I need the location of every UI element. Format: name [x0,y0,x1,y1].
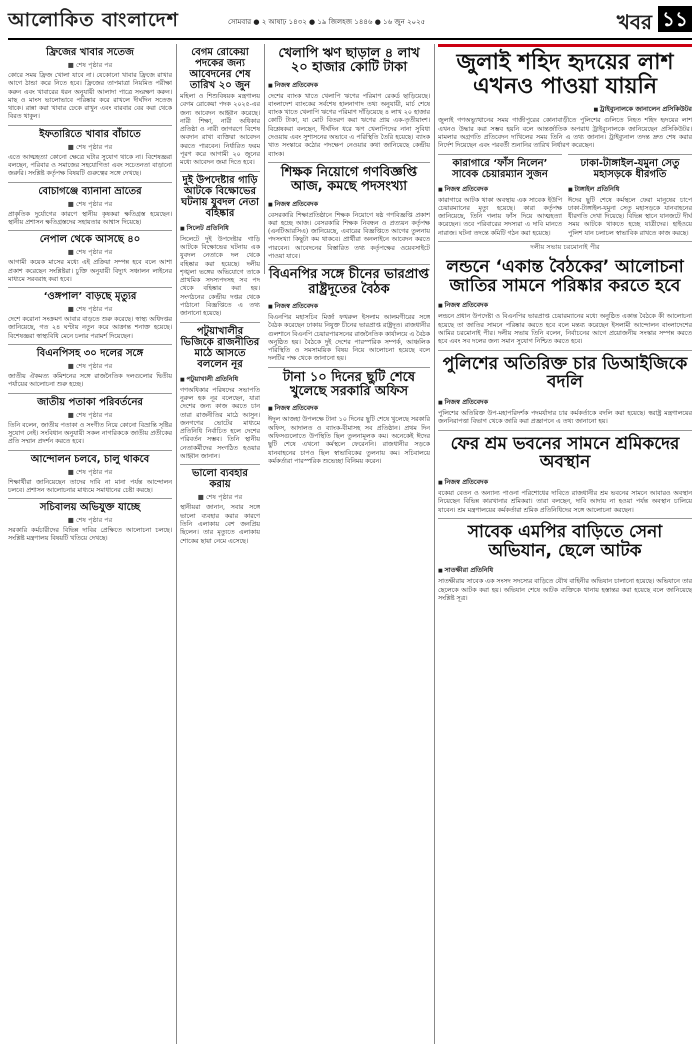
headline: বেগম রোকেয়া পদকের জন্য আবেদনের শেষ তারিখ ২০ জুন [189,47,251,91]
story-police-dig [438,350,692,427]
headline: ভালো ব্যবহার করায় [192,468,248,491]
byline: ■ নিজস্ব প্রতিবেদক [268,80,430,91]
story-patuakhali [180,322,260,462]
kicker: ■ শেষ পৃষ্ঠার পর [197,493,243,502]
kicker: ■ শেষ পৃষ্ঠার পর [67,61,113,69]
byline: ■ পটুয়াখালী প্রতিনিধি [180,374,260,385]
story-body: লন্ডনে প্রধান উপদেষ্টা ও বিএনপির ভারপ্রাপ্ত চেয়ারম্যানের মধ্যে অনুষ্ঠিত একান্ত বৈঠকে কী আলোচনা হয়েছে তা জাতির সামনে পরিষ্কার করতে হবে বলে মন্তব্য করেছেন ইসলামী আন্দোলন বাংলাদেশের আমির চরমোনাই পীর। দলীয় সভায় তিনি বলেন, নির্বাচনের আগে প্রয়োজনীয় সংস্কার সম্পন্ন করতে হবে এবং সব দলের জন্য সমান সুযোগ নিশ্চিত করতে হবে। [438,313,692,346]
headline: টানা ১০ দিনের ছুটি শেষে খুলেছে সরকারি অফিস [282,369,416,400]
headline: ফ্রিজের খাবার সতেজ [46,47,134,58]
story-body: আগামী কয়েক মাসের মধ্যে এই প্রক্রিয়া সম্পন্ন হবে বলে আশা প্রকাশ করেছেন সংশ্লিষ্টরা। চুক্তি অনুযায়ী বিদ্যুৎ সঞ্চালন লাইনের মাধ্যমে সরবরাহ করা হবে। [8,259,172,283]
headline: শিক্ষক নিয়োগে গণবিজ্ঞপ্তি আজ, কমছে পদসংখ্যা [280,164,418,195]
story-ex-mp-raid [438,518,692,603]
story-body: স্থানীয়রা জানান, সবার সঙ্গে ভালো ব্যবহার করার কারণে তিনি এলাকায় বেশ জনপ্রিয় ছিলেন। তার মৃত্যুতে এলাকায় শোকের ছায়া নেমে এসেছে। [180,504,260,545]
story-body: বকেয়া বেতন ও অন্যান্য পাওনা পরিশোধের দাবিতে রাজধানীর শ্রম ভবনের সামনে আবারও অবস্থান নিয়েছেন বিভিন্ন কারখানার শ্রমিকরা। তারা বলছেন, দাবি আদায় না হওয়া পর্যন্ত অবস্থান চালিয়ে যাবেন। শ্রম মন্ত্রণালয়ের কর্মকর্তারা শ্রমিক প্রতিনিধিদের সঙ্গে আলোচনা করছেন। [438,489,692,514]
narrow-column [180,44,260,1044]
story-body: বিএনপির মহাসচিব মির্জা ফখরুল ইসলাম আলমগীরের সঙ্গে বৈঠক করেছেন ঢাকায় নিযুক্ত চীনের ভারপ্রাপ্ত রাষ্ট্রদূত। রাজধানীর গুলশানে বিএনপি চেয়ারপারসনের রাজনৈতিক কার্যালয়ে এ বৈঠক অনুষ্ঠিত হয়। বৈঠকে দুই দেশের পারস্পরিক সম্পর্ক, আঞ্চলিক পরিস্থিতি ও সমসাময়িক বিষয় নিয়ে আলোচনা হয়েছে বলে দলটির পক্ষ থেকে জানানো হয়। [268,313,430,363]
lead-headline: জুলাই শহিদ হৃদয়ের লাশ এখনও পাওয়া যায়নি [456,50,674,100]
left-column [8,44,172,1044]
headline: বিএনপিসহ ৩০ দলের সঙ্গে [36,348,144,360]
headline: লন্ডনে ‘একান্ত বৈঠকের’ আলোচনা জাতির সামনে পরিষ্কার করতে হবে [446,257,684,296]
story-bochaganj [8,182,172,228]
story-labour-protest [438,430,692,515]
byline: ■ টাঙ্গাইল প্রতিনিধি [568,184,692,195]
kicker: ■ শেষ পৃষ্ঠার পর [67,467,113,476]
byline: ■ সিলেট প্রতিনিধি [180,223,260,234]
headline: খেলাপি ঋণ ছাড়াল ৪ লাখ ২০ হাজার কোটি টাকা [278,46,420,76]
story-body: কোরে সময় ফ্রিজ খোলা যাবে না। যেকোনো খাবার ফ্রিজে রাখার আগে ঠান্ডা করে নিতে হবে। ফ্রিজের তাপমাত্রা নিয়মিত পরীক্ষা করুন এবং খাবারের ধরন অনুযায়ী আলাদা পাত্রে সংরক্ষণ করুন। মাছ ও মাংস ভালোভাবে পরিষ্কার করে রাখলে দীর্ঘদিন সতেজ থাকে। রান্না করা খাবার ঢেকে রাখুন এবং বারবার বের করা থেকে বিরত থাকুন। [8,72,172,121]
headline: ঢাকা-টাঙ্গাইল-যমুনা সেতু মহাসড়কে ধীরগতি [580,157,680,180]
story-nepal [8,230,172,284]
section-name: খবর [616,10,652,34]
byline: ■ নিজস্ব প্রতিবেদক [438,184,562,195]
story-body: সরকারি কর্মচারীদের বিভিন্ন দাবির প্রেক্ষিতে আলোচনা চলছে। সংশ্লিষ্ট মন্ত্রণালয় বিষয়টি খতিয়ে দেখছে। [8,527,172,543]
story-bnp30 [8,344,172,390]
headline: আন্দোলন চলবে, চালু থাকবে [30,453,150,465]
story-highway [568,154,692,241]
column-rule [264,44,265,274]
story-bus [8,450,172,496]
kicker: ■ শেষ পৃষ্ঠার পর [67,248,113,257]
story-body: বেসরকারি শিক্ষাপ্রতিষ্ঠানে শিক্ষক নিয়োগে ষষ্ঠ গণবিজ্ঞপ্তি প্রকাশ করা হচ্ছে আজ। বেসরকারি শিক্ষক নিবন্ধন ও প্রত্যয়ন কর্তৃপক্ষ (এনটিআরসিএ) জানিয়েছে, এবারের বিজ্ঞপ্তিতে আগের তুলনায় পদসংখ্যা কিছুটা কম থাকবে। প্রার্থীরা অনলাইনে আবেদন করতে পারবেন। আবেদনের বিস্তারিত তথ্য কর্তৃপক্ষের ওয়েবসাইটে পাওয়া যাবে। [268,211,430,261]
column-rule [434,44,435,1044]
byline: ■ সাতক্ষীরা প্রতিনিধি [438,565,692,576]
story-china-envoy [268,264,430,363]
headline: সাবেক এমপির বাড়িতে সেনা অভিযান, ছেলে আটক [467,521,663,561]
story-london-meeting [438,241,692,347]
kicker: ■ শেষ পৃষ্ঠার পর [67,410,113,419]
story-body: তিনি বলেন, জাতীয় পতাকা ও সংগীত নিয়ে কোনো বিভ্রান্তি সৃষ্টির সুযোগ নেই। সংবিধান অনুযায়ী সকল নাগরিককে জাতীয় প্রতীকের প্রতি সম্মান প্রদর্শন করতে হবে। [8,421,172,446]
story-secretariat [8,498,172,544]
byline: ■ ট্রাইব্যুনালকে জানালেন প্রসিকিউটর [438,104,692,115]
story-bhalo [180,464,260,545]
story-begum-rokeya [180,44,260,168]
byline: ■ নিজস্ব প্রতিবেদক [268,301,430,312]
story-fridge [8,44,172,122]
headline: ইফতারিতে খাবার বাঁচাতে [39,128,141,140]
byline: ■ নিজস্ব প্রতিবেদক [438,477,692,488]
byline: ■ নিজস্ব প্রতিবেদক [268,199,430,210]
story-body: সিলেটে দুই উপদেষ্টার গাড়ি আটকে বিক্ষোভের ঘটনায় এক যুবদল নেতাকে দল থেকে বহিষ্কার করা হয়েছে। দলীয় শৃঙ্খলা ভঙ্গের অভিযোগে তাকে প্রাথমিক সদস্যপদসহ সব পদ থেকে বহিষ্কার করা হয়। সংগঠনের কেন্দ্রীয় দপ্তর থেকে পাঠানো বিজ্ঞপ্তিতে এ তথ্য জানানো হয়েছে। [180,235,260,318]
story-body: ঈদুল আজহা উপলক্ষে টানা ১০ দিনের ছুটি শেষে খুলেছে সরকারি অফিস, আদালত ও ব্যাংক-বীমাসহ সব প্রতিষ্ঠান। প্রথম দিন অফিসগুলোতে উপস্থিতি ছিল তুলনামূলক কম। অনেকেই ঈদের ছুটি শেষে এখনো কর্মস্থলে ফেরেননি। রাজধানীর সড়কে যানবাহনের চাপও ছিল স্বাভাবিকের তুলনায় কম। সচিবালয়ে কর্মকর্তারা পারস্পরিক শুভেচ্ছা বিনিময় করেন। [268,416,430,465]
column-rule [176,44,177,1044]
headline: নেপাল থেকে আসছে ৪০ [39,234,141,246]
story-body: ঈদের ছুটি শেষে কর্মস্থলে ফেরা মানুষের চাপে ঢাকা-টাঙ্গাইল-যমুনা সেতু মহাসড়কে যানবাহনের ধীরগতি দেখা দিয়েছে। বিভিন্ন স্থানে যানজটে দীর্ঘ সময় আটকে থাকতে হচ্ছে যাত্রীদের। হাইওয়ে পুলিশ যান চলাচল স্বাভাবিক রাখতে কাজ করছে। [568,196,692,237]
story-prison [438,154,562,241]
sub-stories [438,154,692,241]
headline: পটুয়াখালীর ভিজিকে রাজনীতির মাঠে আসতে বললেন নূর [180,325,260,370]
story-advisers-car [180,171,260,319]
kicker: ■ শেষ পৃষ্ঠার পর [67,362,113,371]
headline: দুই উপদেষ্টার গাড়ি আটকে বিক্ষোভের ঘটনায় যুবদল নেতা বহিষ্কার [181,174,259,219]
byline: ■ নিজস্ব প্রতিবেদক [438,300,692,311]
byline: ■ নিজস্ব প্রতিবেদক [438,397,692,408]
story-body: এতে আত্মহত্যা কোনো ক্ষেত্রে ঘটার সুযোগ থাকে না। বিশেষজ্ঞরা বলছেন, পরিবার ও সমাজের সহযোগিতা এবং সচেতনতা বাড়ানো জরুরি। সংশ্লিষ্ট কর্তৃপক্ষ বিষয়টি গুরুত্বের সঙ্গে দেখছে। [8,153,172,178]
headline: ‘ওঙ্গপাল’ বাড়ছে মৃত্যুর [43,291,137,303]
kicker: দলীয় সভায় চরমোনাই পীর [530,243,600,252]
story-body: দেশের ব্যাংক খাতে খেলাপি ঋণের পরিমাণ রেকর্ড ছাড়িয়েছে। বাংলাদেশ ব্যাংকের সর্বশেষ হালনাগাদ তথ্য অনুযায়ী, মার্চ শেষে ব্যাংক খাতে খেলাপি ঋণের পরিমাণ দাঁড়িয়েছে ৪ লাখ ২০ হাজার কোটি টাকা, যা মোট বিতরণ করা ঋণের প্রায় এক-তৃতীয়াংশ। বিশ্লেষকরা বলছেন, দীর্ঘদিন ধরে ঋণ খেলাপিদের নানা সুবিধা দেওয়ায় এবং সুশাসনের অভাবে এ পরিস্থিতি তৈরি হয়েছে। ব্যাংক খাত সংস্কারে কঠোর পদক্ষেপ নেওয়ার কথা জানিয়েছে কেন্দ্রীয় ব্যাংক। [268,92,430,158]
masthead [8,4,692,40]
story-body: পুলিশের অতিরিক্ত উপ-মহাপরিদর্শক পদমর্যাদার চার কর্মকর্তাকে বদলি করা হয়েছে। স্বরাষ্ট্র মন্ত্রণালয়ের জননিরাপত্তা বিভাগ থেকে জারি করা প্রজ্ঞাপনে এ তথ্য জানানো হয়। [438,409,692,426]
byline: ■ নিজস্ব প্রতিবেদক [268,403,430,414]
kicker: ■ শেষ পৃষ্ঠার পর [67,142,113,151]
dateline: সোমবার ● ২ আষাঢ় ১৪৩২ ● ১৯ জিলহজ ১৪৪৬ ● ১৬ জুন ২০২৫ [228,18,426,26]
story-body: জাতীয় ঐকমত্য কমিশনের সঙ্গে রাজনৈতিক দলগুলোর দ্বিতীয় পর্যায়ের আলোচনা শুরু হচ্ছে। [8,373,172,389]
story-body: প্রাকৃতিক দুর্যোগের কারণে স্থানীয় কৃষকরা ক্ষতিগ্রস্ত হয়েছেন। স্থানীয় প্রশাসন ক্ষতিগ্রস্তদের সহায়তার আশ্বাস দিয়েছে। [8,210,172,226]
headline: ফের শ্রম ভবনের সামনে শ্রমিকদের অবস্থান [450,433,680,473]
newspaper-logo: আলোকিত বাংলাদেশ [8,9,179,31]
kicker: ■ শেষ পৃষ্ঠার পর [67,305,113,314]
story-body: দেশে করোনা সংক্রমণ আবার বাড়তে শুরু করেছে। স্বাস্থ্য অধিদপ্তর জানিয়েছে, গত ২৪ ঘণ্টায় নতুন করে আক্রান্ত শনাক্ত হয়েছে। বিশেষজ্ঞরা স্বাস্থ্যবিধি মেনে চলার পরামর্শ দিয়েছেন। [8,316,172,340]
center-column [268,44,430,1044]
kicker: ■ শেষ পৃষ্ঠার পর [67,199,113,208]
story-body: শিক্ষার্থীরা জানিয়েছেন তাদের দাবি না মানা পর্যন্ত আন্দোলন চলবে। প্রশাসন আলোচনার মাধ্যমে সমাধানের চেষ্টা করছে। [8,478,172,494]
story-body: সাতক্ষীরায় সাবেক এক সংসদ সদস্যের বাড়িতে যৌথ বাহিনীর অভিযান চালানো হয়েছে। অভিযানে তার ছেলেকে আটক করা হয়। অভিযান শেষে আটক ব্যক্তিকে থানায় হস্তান্তর করা হয়েছে বলে জানিয়েছে সংশ্লিষ্ট সূত্র। [438,578,692,602]
story-body: গণঅধিকার পরিষদের সভাপতি নুরুল হক নূর বলেছেন, যারা দেশের জন্য কাজ করতে চান তারা রাজনীতির মাঠে আসুন। জনগণের ভোটের মাধ্যমে প্রতিনিধি নির্বাচিত হলে দেশের পরিবর্তন সম্ভব। তিনি স্থানীয় নেতাকর্মীদের সংগঠিত হওয়ার আহ্বান জানান। [180,386,260,461]
story-offices-reopen [268,367,430,466]
story-body: জুলাই গণঅভ্যুত্থানের সময় গাজীপুরের কোনাবাড়ীতে পুলিশের গুলিতে নিহত শহিদ হৃদয়ের লাশ এখনও উদ্ধার করা সম্ভব হয়নি বলে আন্তর্জাতিক অপরাধ ট্রাইব্যুনালকে জানিয়েছেন প্রসিকিউটর। মামলার অগ্রগতি প্রতিবেদন দাখিলের সময় তিনি এ তথ্য জানান। ট্রাইব্যুনাল তদন্ত দ্রুত শেষ করার নির্দেশ দিয়েছেন এবং পরবর্তী শুনানির তারিখ নির্ধারণ করেছেন। [438,117,692,150]
story-flag [8,393,172,447]
headline: পুলিশের অতিরিক্ত চার ডিআইজিকে বদলি [442,353,688,393]
headline: বিএনপির সঙ্গে চীনের ভারপ্রাপ্ত রাষ্ট্রদূতের বৈঠক [269,267,429,297]
headline: সচিবালয় অভিযুক্ত যাচ্ছে [39,502,141,514]
kicker: ■ শেষ পৃষ্ঠার পর [67,516,113,525]
headline: বোচাগঞ্জে ব্যানানা ভ্রাতের [38,185,142,197]
headline: জাতীয় পতাকা পরিবর্তনের [37,396,143,408]
story-default-loan [268,44,430,159]
right-column [438,44,692,1044]
page-number: ১১ [658,6,692,32]
story-july-martyr [438,44,692,151]
story-iftar [8,125,172,179]
story-deaths [8,287,172,341]
story-teacher-recruitment [268,162,430,261]
headline: কারাগারে ‘ফাঁস নিলেন’ সাবেক চেয়ারম্যান সুজন [452,157,548,180]
story-body: মহিলা ও শিশুবিষয়ক মন্ত্রণালয় বেগম রোকেয়া পদক ২০২৫-এর জন্য আবেদন আহ্বান করেছে। নারী শিক্ষা, নারী অধিকার প্রতিষ্ঠা ও নারী জাগরণে বিশেষ অবদান রাখা ব্যক্তিরা আবেদন করতে পারবেন। নির্ধারিত ফরম পূরণ করে আগামী ২০ জুনের মধ্যে আবেদন জমা দিতে হবে। [180,93,260,167]
story-body: কারাগারে আটক থাকা অবস্থায় এক সাবেক ইউপি চেয়ারম্যানের মৃত্যু হয়েছে। কারা কর্তৃপক্ষ জানিয়েছে, তিনি গলায় ফাঁস দিয়ে আত্মহত্যা করেছেন। তবে পরিবারের সদস্যরা এ দাবি মানতে নারাজ। ঘটনা তদন্তে কমিটি গঠন করা হয়েছে। [438,196,562,237]
